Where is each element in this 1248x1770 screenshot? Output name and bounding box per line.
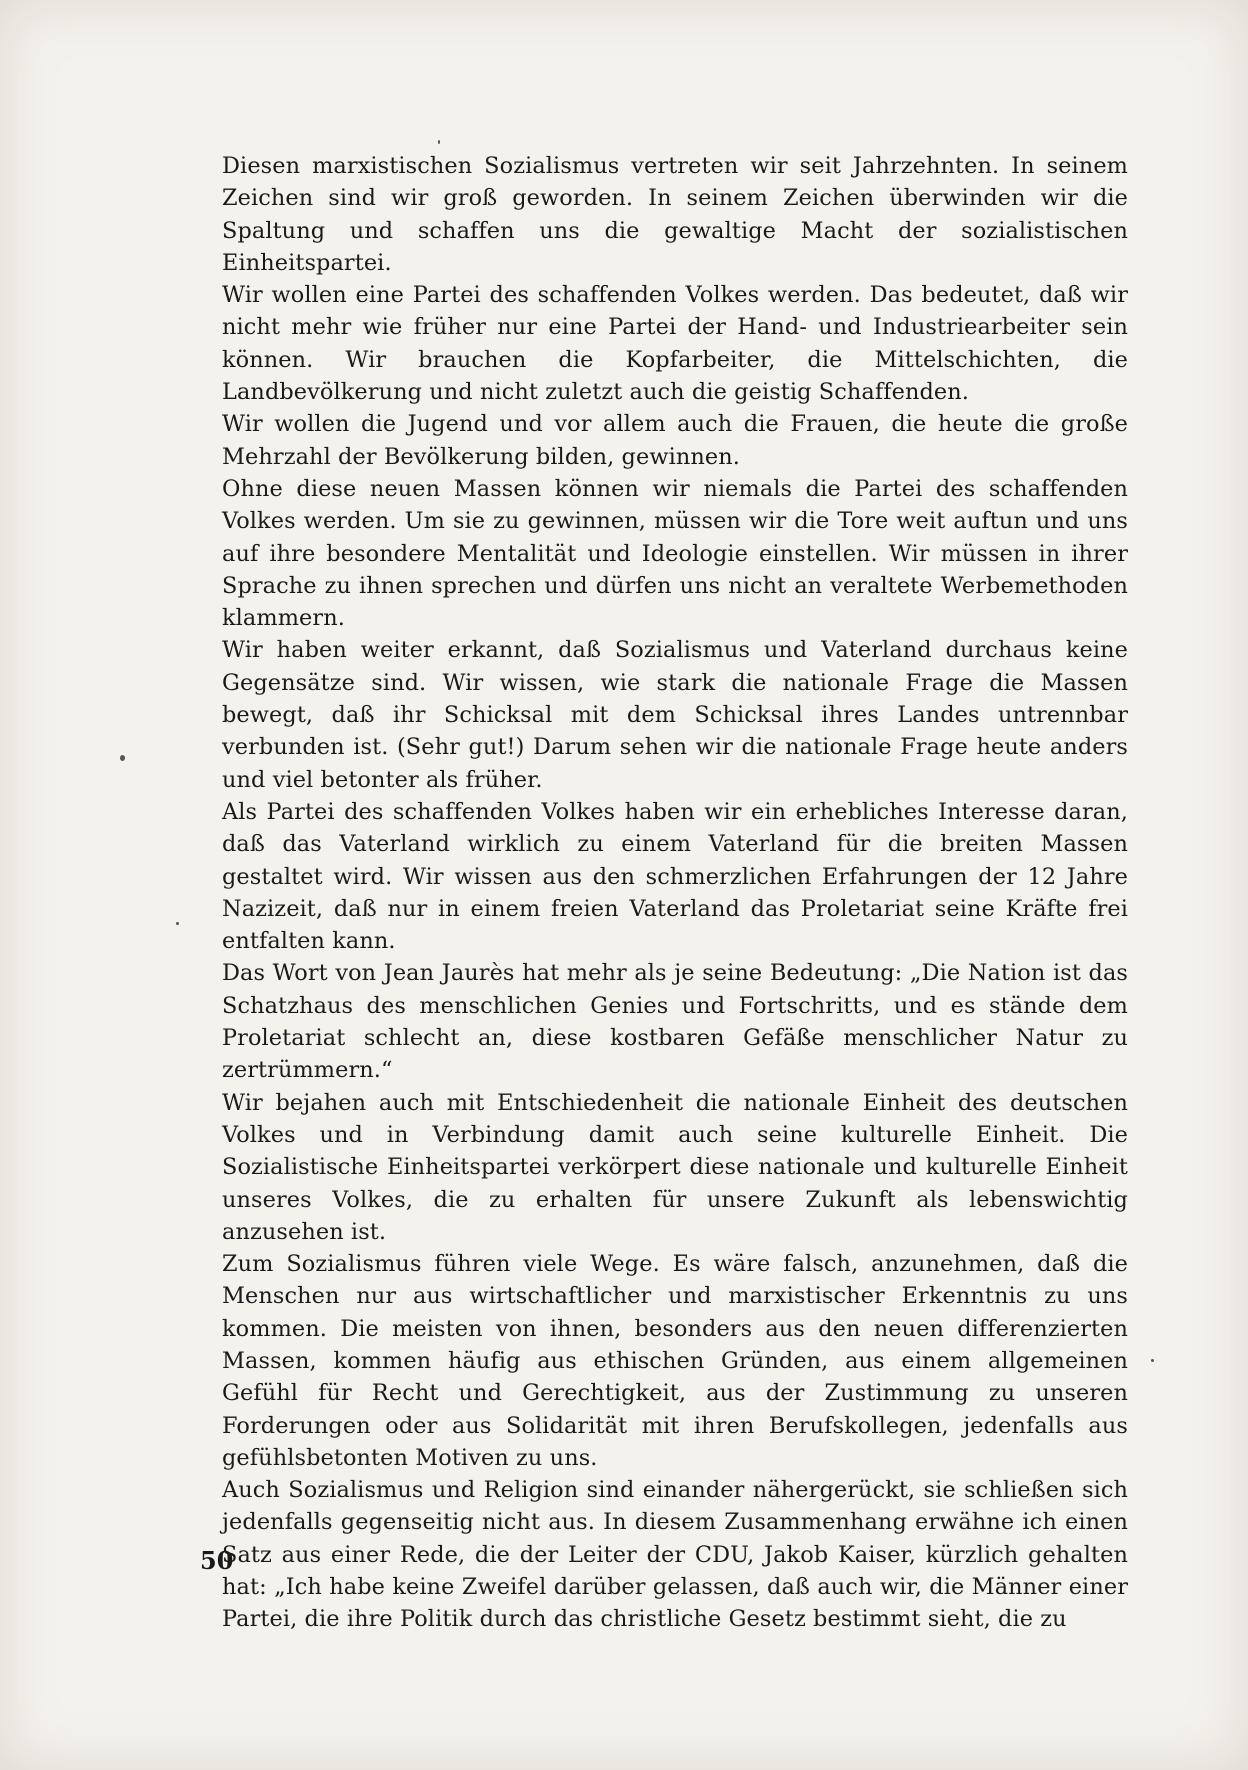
paragraph: Als Partei des schaffenden Volkes haben wir ein erhebliches Interesse daran, daß das Vaterland wirklich zu einem Vaterland für die breiten Massen gestaltet wird. Wir wissen aus den schmerzlichen Erfahrungen der 12 Jahre Nazizeit, daß nur in einem freien Vaterland das Proletariat seine Kräfte frei entfalten kann.: [222, 798, 1128, 955]
paragraph: Wir wollen die Jugend und vor allem auch die Frauen, die heute die große Mehrzahl der Bevölkerung bilden, gewinnen.: [222, 411, 1128, 470]
paragraph: Diesen marxistischen Sozialismus vertreten wir seit Jahrzehnten. In seinem Zeichen sind wir groß geworden. In seinem Zeichen überwinden wir die Spaltung und schaffen uns die gewaltige Macht der sozialistischen Einheitspartei.: [222, 153, 1128, 276]
scan-speck: [438, 140, 440, 144]
paragraph: Ohne diese neuen Massen können wir niemals die Partei des schaffenden Volkes werden. Um sie zu gewinnen, müssen wir die Tore weit auftun und uns auf ihre besondere Mentalität und Ideologie einstellen. Wir müssen in ihrer Sprache zu ihnen sprechen und dürfen uns nicht an veraltete Werbemethoden klammern.: [222, 475, 1128, 632]
body-text: [222, 150, 1128, 1636]
paragraph: Das Wort von Jean Jaurès hat mehr als je seine Bedeutung: „Die Nation ist das Schatzhaus des menschlichen Genies und Fortschritts, und es stände dem Proletariat schlecht an, diese kostbaren Gefäße menschlicher Natur zu zertrümmern.“: [222, 960, 1128, 1084]
page-number: 50: [200, 1546, 234, 1575]
scan-speck: [1151, 1359, 1154, 1362]
paragraph: Wir haben weiter erkannt, daß Sozialismus und Vaterland durchaus keine Gegensätze sind. Wir wissen, wie stark die nationale Frage die Massen bewegt, daß ihr Schicksal mit dem Schicksal ihres Landes untrennbar verbunden ist. (Sehr gut!) Darum sehen wir die nationale Frage heute anders und viel betonter als früher.: [222, 637, 1128, 793]
paragraph: Wir wollen eine Partei des schaffenden Volkes werden. Das bedeutet, daß wir nicht mehr wie früher nur eine Partei der Hand- und Industriearbeiter sein können. Wir brauchen die Kopfarbeiter, die Mittelschichten, die Landbevölkerung und nicht zuletzt auch die geistig Schaffenden.: [222, 282, 1128, 406]
paragraph: Zum Sozialismus führen viele Wege. Es wäre falsch, anzunehmen, daß die Menschen nur aus wirtschaftlicher und marxistischer Erkenntnis zu uns kommen. Die meisten von ihnen, besonders aus den neuen differenzierten Massen, kommen häufig aus ethischen Gründen, aus einem allgemeinen Gefühl für Recht und Gerechtigkeit, aus der Zustimmung zu unseren Forderungen oder aus Solidarität mit ihren Berufskollegen, jedenfalls aus gefühlsbetonten Motiven zu uns.: [222, 1251, 1128, 1471]
paragraph: Wir bejahen auch mit Entschiedenheit die nationale Einheit des deutschen Volkes und in Verbindung damit auch seine kulturelle Einheit. Die Sozialistische Einheitspartei verkörpert diese nationale und kulturelle Einheit unseres Volkes, die zu erhalten für unsere Zukunft als lebenswichtig anzusehen ist.: [222, 1089, 1128, 1245]
paragraph: Auch Sozialismus und Religion sind einander nähergerückt, sie schließen sich jedenfalls gegenseitig nicht aus. In diesem Zusammenhang erwähne ich einen Satz aus einer Rede, die der Leiter der CDU, Jakob Kaiser, kürzlich gehalten hat: „Ich habe keine Zweifel darüber gelassen, daß auch wir, die Männer einer Partei, die ihre Politik durch das christliche Gesetz bestimmt sieht, die zu: [222, 1477, 1128, 1633]
scan-speck: [120, 755, 125, 761]
scan-speck: [176, 922, 179, 925]
